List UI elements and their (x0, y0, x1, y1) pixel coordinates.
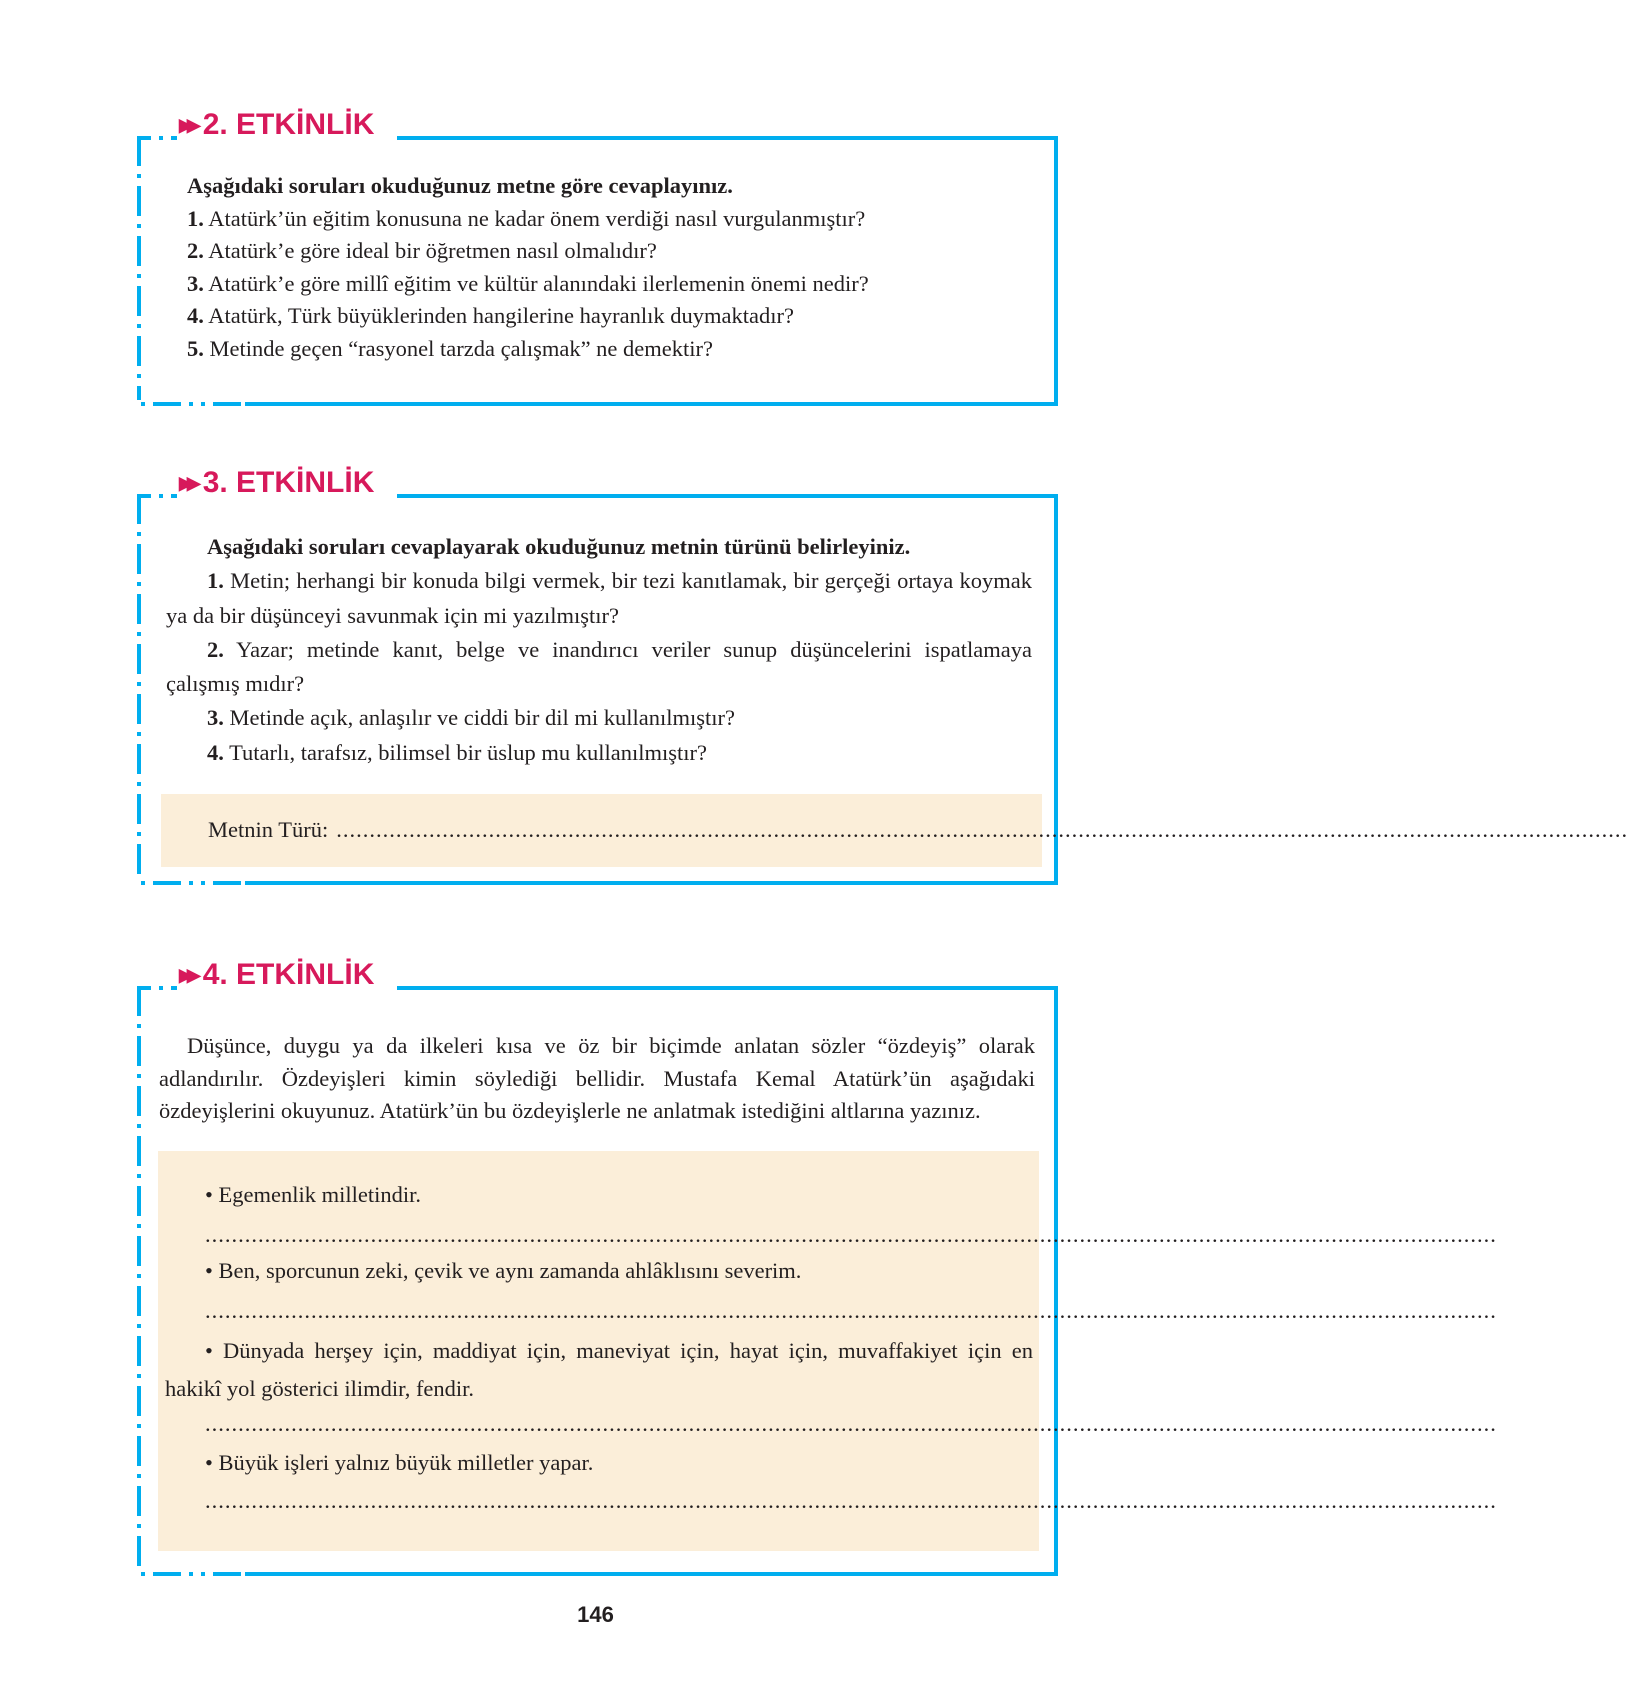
quote: • Egemenlik milletindir. (205, 1182, 421, 1207)
activity-3-box (141, 466, 1628, 885)
question: 3. Atatürk’e göre millî eğitim ve kültür alanındaki ilerlemenin önemi nedir? (187, 270, 869, 296)
activity-2-content (187, 170, 1027, 365)
answer-area (161, 794, 1628, 867)
activity-2-title (179, 108, 386, 142)
answer-label: Metnin Türü: (208, 817, 329, 842)
question: 4. Tutarlı, tarafsız, bilimsel bir üslup mu kullanılmıştır? (207, 739, 707, 765)
activity-3-content (166, 530, 1032, 770)
title-text: 4. ETKİNLİK (202, 958, 375, 991)
question: 1. Atatürk’ün eğitim konusuna ne kadar önem verdiği nasıl vurgulanmıştır? (187, 205, 866, 231)
double-arrow-icon: ▶▶ (179, 472, 195, 493)
quote: • Ben, sporcunun zeki, çevik ve aynı zamanda ahlâklısını severim. (205, 1258, 802, 1283)
question: 1. Metin; herhangi bir konuda bilgi vermek, bir tezi kanıtlamak, bir gerçeği ortaya koymak ya da bir düşünceyi savunmak için mi yazılmıştır? (166, 568, 1032, 628)
question: 2. Yazar; metinde kanıt, belge ve inandırıcı veriler sunup düşüncelerini ispatlamaya çalışmış mıdır? (166, 636, 1032, 697)
activity-4-intro: Düşünce, duygu ya da ilkeleri kısa ve öz bir biçimde anlatan sözler “özdeyiş” olarak adlandırılır. Özdeyişleri kimin söylediği bellidir. Mustafa Kemal Atatürk’ün aşağıdaki özdeyişlerini okuyunuz. Atatürk’ün bu özdeyişlerle ne anlatmak istediğini altlarına yazınız. (159, 1033, 1035, 1123)
dotted-answer-line[interactable]: ................................................................................................................................................................................................... (205, 1298, 1497, 1323)
double-arrow-icon: ▶▶ (179, 114, 195, 135)
title-text: 2. ETKİNLİK (202, 108, 375, 141)
quote: • Dünyada herşey için, maddiyat için, maneviyat için, hayat için, muvaffakiyet için en hakikî yol gösterici ilimdir, fendir. (165, 1338, 1033, 1401)
activity-4-box (141, 958, 1497, 1576)
instruction: Aşağıdaki soruları cevaplayarak okuduğunuz metnin türünü belirleyiniz. (207, 534, 911, 559)
dotted-answer-line[interactable]: ................................................................................................................................................................................................... (205, 1411, 1497, 1436)
dotted-answer-line[interactable]: ................................................................................................................................................................................................... (205, 1222, 1497, 1247)
question: 3. Metinde açık, anlaşılır ve ciddi bir dil mi kullanılmıştır? (207, 705, 736, 731)
activity-3-title (179, 466, 386, 500)
page-number: 146 (577, 1602, 614, 1627)
question: 4. Atatürk, Türk büyüklerinden hangilerine hayranlık duymaktadır? (187, 303, 794, 328)
question: 5. Metinde geçen “rasyonel tarzda çalışmak” ne demektir? (187, 335, 714, 361)
activity-4-title (179, 958, 386, 992)
instruction: Aşağıdaki soruları okuduğunuz metne göre cevaplayınız. (187, 173, 733, 198)
dotted-answer-line[interactable]: ................................................................................................................................................................................................... (205, 1488, 1497, 1513)
double-arrow-icon: ▶▶ (179, 964, 195, 985)
quote: • Büyük işleri yalnız büyük milletler yapar. (205, 1450, 594, 1475)
activity-2-box (141, 108, 1058, 406)
title-text: 3. ETKİNLİK (202, 466, 375, 499)
text-type-answer-line[interactable] (208, 814, 1628, 847)
dotted-answer-line[interactable]: ................................................................................................................................................................................................... (336, 817, 1628, 842)
question: 2. Atatürk’e göre ideal bir öğretmen nasıl olmalıdır? (187, 238, 657, 263)
quotes-area (158, 1151, 1497, 1551)
